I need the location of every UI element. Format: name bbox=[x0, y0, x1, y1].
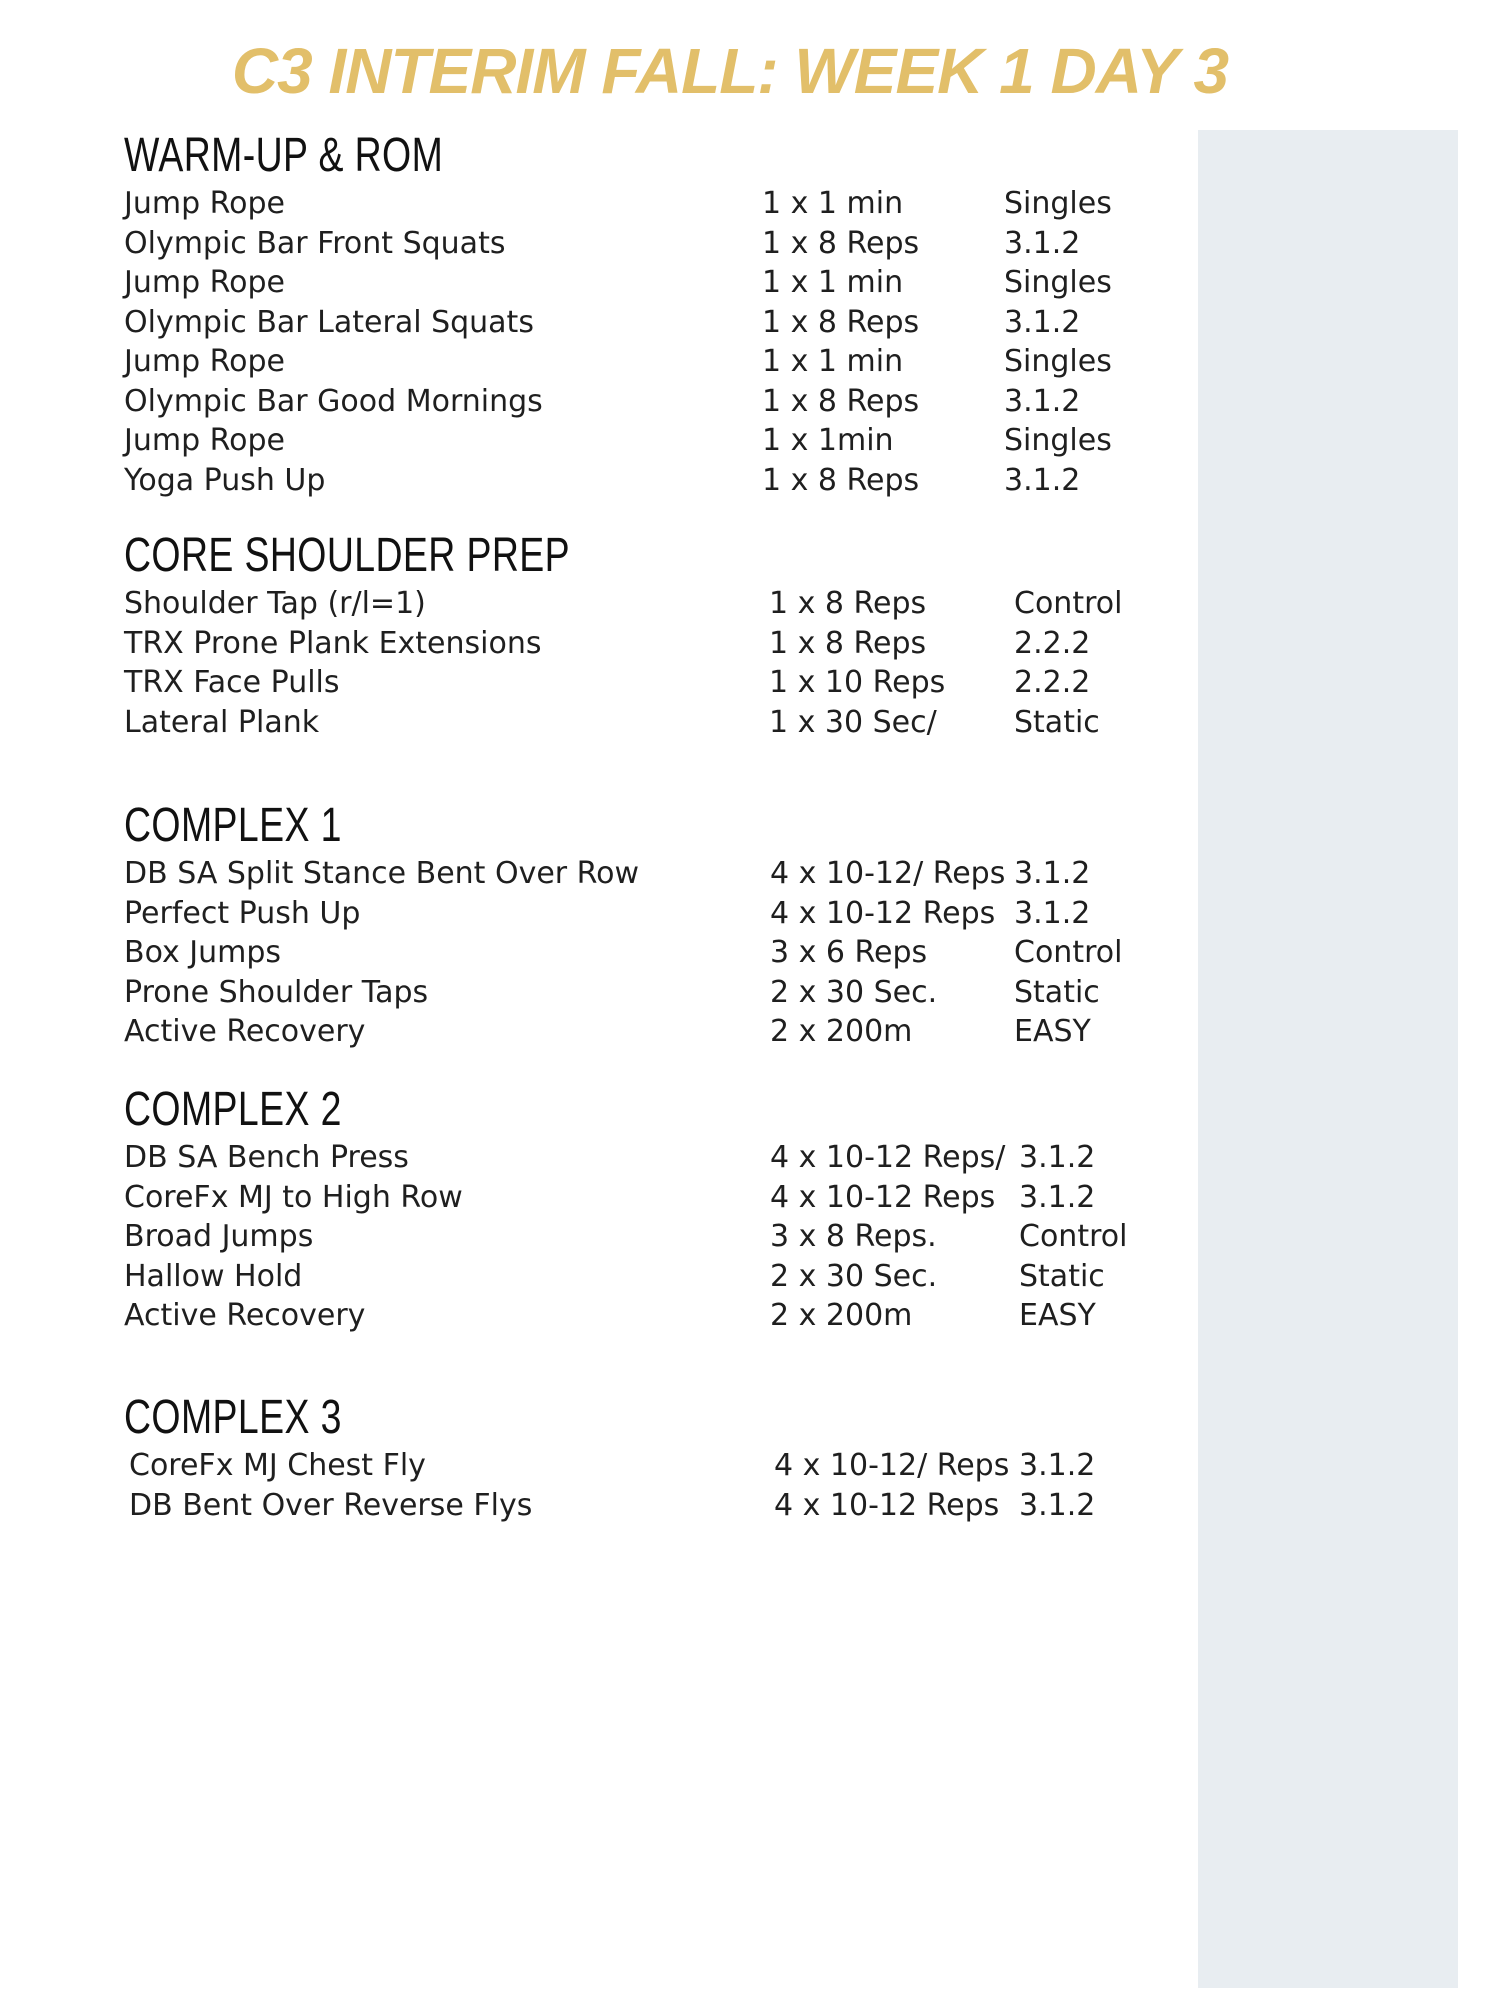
exercise-tempo: Static bbox=[1019, 1258, 1105, 1294]
exercise-name: Olympic Bar Front Squats bbox=[124, 225, 506, 261]
section-complex-1 bbox=[124, 798, 1144, 1052]
exercise-tempo: Control bbox=[1014, 586, 1123, 621]
exercise-tempo: 3.1.2 bbox=[1004, 304, 1081, 340]
section-complex-3 bbox=[124, 1390, 1144, 1525]
section-heading: WARM-UP & ROM bbox=[124, 129, 444, 182]
exercise-sets: 1 x 1 min bbox=[762, 265, 904, 300]
section-warmup bbox=[124, 128, 1144, 500]
exercise-sets: 4 x 10-12/ Reps bbox=[774, 1448, 1010, 1483]
exercise-name: Olympic Bar Lateral Squats bbox=[124, 304, 534, 340]
exercise-row bbox=[124, 1217, 1144, 1257]
exercise-name: Jump Rope bbox=[124, 265, 286, 300]
exercise-tempo: Singles bbox=[1004, 344, 1112, 379]
exercise-sets: 1 x 8 Reps bbox=[769, 586, 927, 621]
exercise-sets: 1 x 8 Reps bbox=[762, 225, 920, 261]
section-heading: CORE SHOULDER PREP bbox=[124, 529, 570, 582]
exercise-tempo: 3.1.2 bbox=[1019, 1448, 1096, 1483]
exercise-name: Broad Jumps bbox=[124, 1219, 314, 1254]
exercise-tempo: Singles bbox=[1004, 423, 1112, 458]
section-heading: COMPLEX 3 bbox=[124, 1391, 342, 1444]
exercise-tempo: 3.1.2 bbox=[1004, 383, 1081, 419]
section-heading: COMPLEX 1 bbox=[124, 799, 342, 852]
exercise-sets: 2 x 30 Sec. bbox=[770, 974, 938, 1010]
exercise-sets: 1 x 10 Reps bbox=[769, 665, 946, 700]
exercise-row bbox=[124, 854, 1144, 894]
exercise-tempo: 3.1.2 bbox=[1014, 856, 1091, 891]
exercise-row bbox=[124, 624, 1144, 664]
exercise-row bbox=[124, 303, 1144, 343]
exercise-sets: 1 x 8 Reps bbox=[762, 462, 920, 498]
exercise-name: DB SA Split Stance Bent Over Row bbox=[124, 856, 640, 891]
exercise-name: Yoga Push Up bbox=[124, 462, 326, 498]
section-complex-2 bbox=[124, 1082, 1144, 1336]
exercise-sets: 4 x 10-12 Reps bbox=[770, 895, 996, 931]
exercise-tempo: 3.1.2 bbox=[1019, 1179, 1096, 1215]
exercise-tempo: Static bbox=[1014, 974, 1100, 1010]
exercise-row bbox=[124, 421, 1144, 461]
exercise-sets: 1 x 30 Sec/ bbox=[769, 704, 937, 740]
section-core-shoulder-prep bbox=[124, 528, 1144, 742]
exercise-name: Jump Rope bbox=[124, 423, 286, 458]
exercise-sets: 4 x 10-12 Reps/ bbox=[770, 1140, 1006, 1175]
exercise-tempo: 3.1.2 bbox=[1019, 1140, 1096, 1175]
exercise-name: Shoulder Tap (r/l=1) bbox=[124, 586, 426, 621]
exercise-sets: 4 x 10-12 Reps bbox=[774, 1487, 1000, 1523]
exercise-row bbox=[124, 382, 1144, 422]
exercise-sets: 4 x 10-12/ Reps bbox=[770, 856, 1006, 891]
exercise-name: Hallow Hold bbox=[124, 1258, 303, 1294]
exercise-name: CoreFx MJ to High Row bbox=[124, 1179, 463, 1215]
exercise-sets: 4 x 10-12 Reps bbox=[770, 1179, 996, 1215]
exercise-name: Lateral Plank bbox=[124, 704, 320, 740]
side-panel bbox=[1198, 130, 1458, 1988]
exercise-tempo: 3.1.2 bbox=[1004, 462, 1081, 498]
exercise-sets: 3 x 6 Reps bbox=[770, 935, 928, 970]
exercise-row bbox=[129, 1486, 1144, 1526]
exercise-sets: 1 x 1 min bbox=[762, 186, 904, 221]
exercise-row bbox=[124, 973, 1144, 1013]
exercise-sets: 1 x 8 Reps bbox=[762, 304, 920, 340]
exercise-sets: 1 x 1min bbox=[762, 423, 894, 458]
page-title: C3 INTERIM FALL: WEEK 1 DAY 3 bbox=[231, 35, 1229, 107]
exercise-tempo: 2.2.2 bbox=[1014, 665, 1091, 700]
exercise-sets: 3 x 8 Reps. bbox=[770, 1219, 937, 1254]
exercise-sets: 1 x 1 min bbox=[762, 344, 904, 379]
exercise-sets: 1 x 8 Reps bbox=[762, 383, 920, 419]
exercise-tempo: 3.1.2 bbox=[1014, 895, 1091, 931]
exercise-row bbox=[124, 1012, 1144, 1052]
exercise-name: TRX Prone Plank Extensions bbox=[124, 625, 542, 661]
exercise-row bbox=[129, 1446, 1144, 1486]
exercise-row bbox=[124, 894, 1144, 934]
exercise-name: DB SA Bench Press bbox=[124, 1140, 409, 1175]
exercise-name: Perfect Push Up bbox=[124, 895, 361, 931]
exercise-name: DB Bent Over Reverse Flys bbox=[129, 1487, 533, 1523]
exercise-tempo: 2.2.2 bbox=[1014, 625, 1091, 661]
exercise-row bbox=[124, 263, 1144, 303]
exercise-row bbox=[124, 342, 1144, 382]
exercise-name: CoreFx MJ Chest Fly bbox=[129, 1448, 426, 1483]
exercise-tempo: EASY bbox=[1014, 1014, 1091, 1049]
exercise-row bbox=[124, 461, 1144, 501]
exercise-name: Active Recovery bbox=[124, 1298, 366, 1333]
exercise-tempo: 3.1.2 bbox=[1019, 1487, 1096, 1523]
exercise-row bbox=[124, 1178, 1144, 1218]
exercise-tempo: Static bbox=[1014, 704, 1100, 740]
exercise-name: Olympic Bar Good Mornings bbox=[124, 383, 543, 419]
exercise-name: Box Jumps bbox=[124, 935, 282, 970]
exercise-sets: 2 x 200m bbox=[770, 1014, 913, 1049]
exercise-row bbox=[124, 1138, 1144, 1178]
exercise-tempo: 3.1.2 bbox=[1004, 225, 1081, 261]
exercise-row bbox=[124, 933, 1144, 973]
exercise-sets: 2 x 30 Sec. bbox=[770, 1258, 938, 1294]
exercise-name: TRX Face Pulls bbox=[124, 665, 340, 700]
exercise-name: Prone Shoulder Taps bbox=[124, 974, 429, 1010]
exercise-name: Jump Rope bbox=[124, 344, 286, 379]
exercise-tempo: Control bbox=[1019, 1219, 1128, 1254]
exercise-row bbox=[124, 663, 1144, 703]
exercise-tempo: Control bbox=[1014, 935, 1123, 970]
exercise-row bbox=[124, 703, 1144, 743]
exercise-sets: 1 x 8 Reps bbox=[769, 625, 927, 661]
exercise-tempo: Singles bbox=[1004, 186, 1112, 221]
exercise-row bbox=[124, 584, 1144, 624]
section-heading: COMPLEX 2 bbox=[124, 1083, 342, 1136]
exercise-tempo: Singles bbox=[1004, 265, 1112, 300]
exercise-tempo: EASY bbox=[1019, 1298, 1096, 1333]
exercise-sets: 2 x 200m bbox=[770, 1298, 913, 1333]
exercise-row bbox=[124, 184, 1144, 224]
exercise-row bbox=[124, 1257, 1144, 1297]
exercise-name: Active Recovery bbox=[124, 1014, 366, 1049]
exercise-name: Jump Rope bbox=[124, 186, 286, 221]
exercise-row bbox=[124, 224, 1144, 264]
exercise-row bbox=[124, 1296, 1144, 1336]
